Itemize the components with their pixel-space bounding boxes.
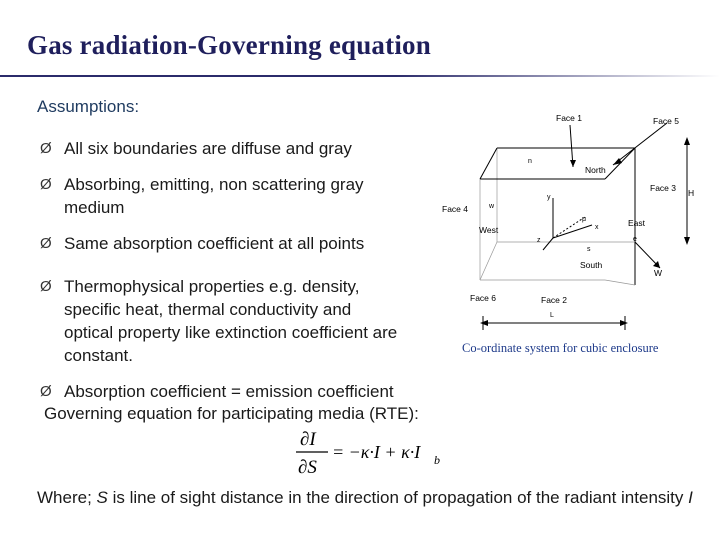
h-label: H [688,188,695,198]
bullet-text: Same absorption coefficient at all points [64,234,365,253]
title-underline [0,75,720,77]
l-arrowhead-left [480,320,488,326]
equation-numerator: ∂I [300,429,316,450]
slide-title: Gas radiation-Governing equation [27,30,431,60]
face5-pointer [613,123,667,165]
assumptions-heading: Assumptions: [37,97,140,116]
x-axis [553,225,592,238]
bullet-text: Thermophysical properties e.g. density, [64,277,360,296]
face2-label: Face 2 [541,295,567,305]
face1-arrowhead [570,160,576,167]
connector-top-left [480,148,497,179]
south-label: South [580,260,603,270]
where-explanation [37,486,697,510]
arrow-bullet-icon: Ø [40,176,52,193]
w-dimension-label: W [654,268,663,278]
equation-denominator: ∂S [298,457,317,478]
bullet-item [40,137,352,160]
equation-subscript: b [434,453,440,467]
w-small-label: w [489,203,495,210]
bullet-item [40,380,394,403]
bullet-text: constant. [64,346,133,365]
bullet-item [40,232,364,255]
where-prefix: Where; [37,488,97,507]
bullet-text: All six boundaries are diffuse and gray [64,139,352,158]
x-axis-label: x [595,224,599,231]
l-dimension-label: L [550,312,554,319]
arrow-bullet-icon: Ø [40,140,52,157]
arrow-bullet-icon: Ø [40,235,52,252]
bullet-item [40,173,364,219]
mu-label: μ [582,216,587,223]
face4-label: Face 4 [442,204,468,214]
west-label: West [479,225,499,235]
z-axis-label: z [537,237,541,244]
arrow-bullet-icon: Ø [40,383,52,400]
where-s-symbol: S [96,488,108,507]
h-arrowhead-top [684,137,690,145]
h-arrowhead-bottom [684,237,690,245]
bullet-text: medium [64,198,125,217]
face6-label: Face 6 [470,293,496,303]
north-label: North [585,165,606,175]
arrow-bullet-icon: Ø [40,278,52,295]
connector-top-right [605,148,635,179]
bullet-text: Absorbing, emitting, non scattering gray [64,175,364,194]
y-axis-label: y [547,194,551,201]
east-label: East [628,218,646,228]
bullet-text: specific heat, thermal conductivity and [64,300,352,319]
governing-equation-label: Governing equation for participating media (RTE): [44,404,419,423]
face3-label: Face 3 [650,183,676,193]
face5-label: Face 5 [653,116,679,126]
diagram-caption: Co-ordinate system for cubic enclosure [462,341,659,355]
z-axis [543,238,553,250]
e-label: e [633,236,637,243]
face1-label: Face 1 [556,113,582,123]
rte-equation [292,425,442,480]
n-label: n [528,158,532,165]
bullet-item [40,275,397,367]
where-text: is line of sight distance in the direction of propagation of the radiant intensity [107,488,689,507]
bullet-text: Absorption coefficient = emission coefficient [64,382,394,401]
l-arrowhead-right [620,320,628,326]
equation-rhs: = −κ·I + κ·I [332,442,421,462]
connector-bottom-right [605,280,635,285]
bullet-text: optical property like extinction coefficient are [64,323,398,342]
direction-s [553,217,585,238]
cubic-enclosure-diagram [435,105,700,335]
s-label: s [587,246,591,253]
connector-bottom-left [480,242,497,280]
where-i-symbol: I [688,488,693,507]
